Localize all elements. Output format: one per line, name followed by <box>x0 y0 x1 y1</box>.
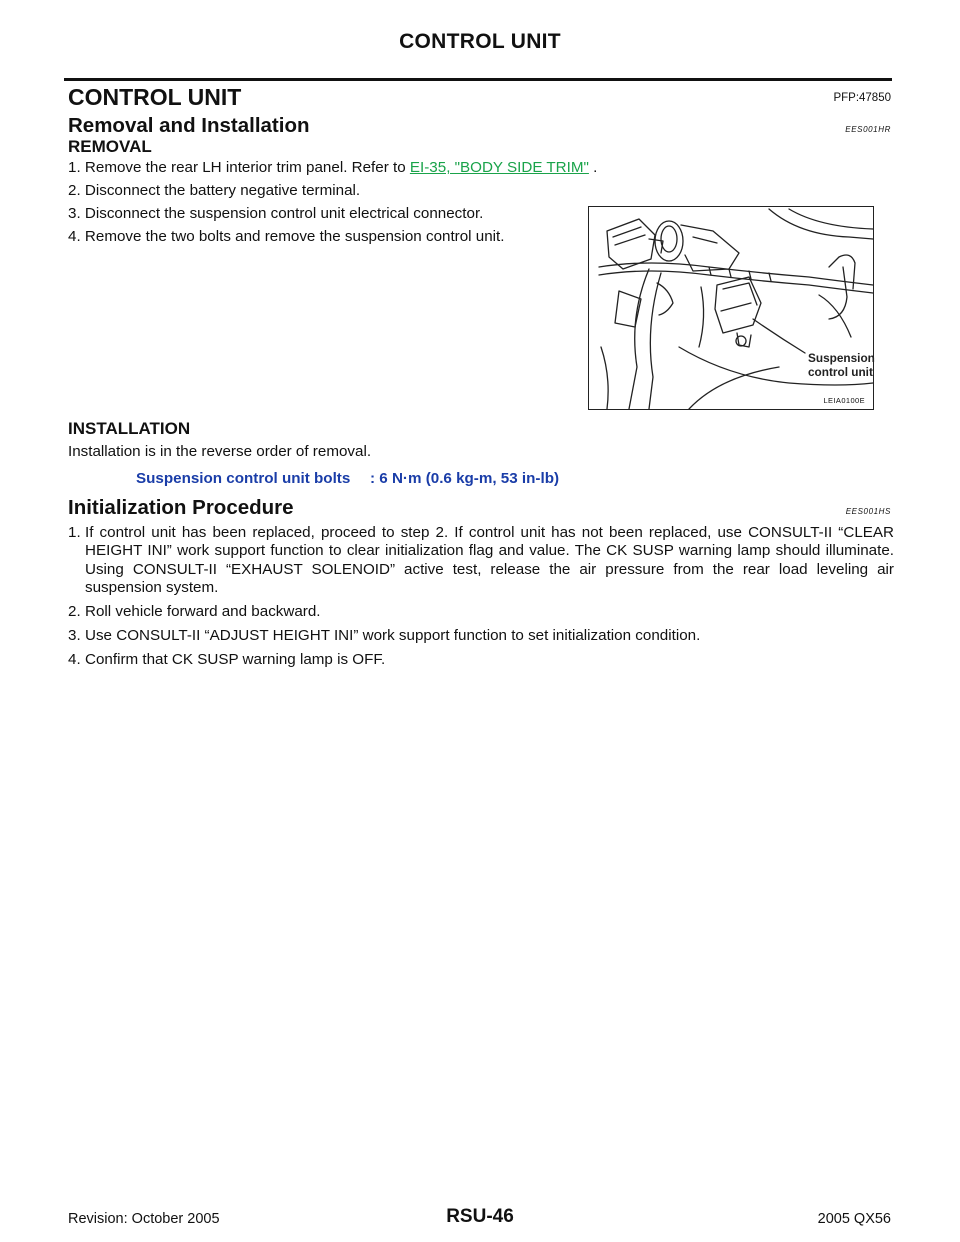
step-number: 2. <box>68 182 81 199</box>
step-number: 3. <box>68 627 81 644</box>
figure-label <box>808 351 875 379</box>
step-number: 3. <box>68 205 81 222</box>
initialization-title: Initialization Procedure <box>68 496 294 519</box>
removal-heading: REMOVAL <box>68 137 152 156</box>
removal-installation-code: EES001HR <box>845 125 891 134</box>
step-number: 2. <box>68 603 81 620</box>
header-divider <box>64 78 892 81</box>
installation-text: Installation is in the reverse order of removal. <box>68 443 372 460</box>
init-step-2 <box>68 603 894 621</box>
step-text: Disconnect the battery negative terminal. <box>84 182 361 199</box>
step-text: If control unit has been replaced, proceed to step 2. If control unit has not been replaced, use CONSULT-II “CLEAR HEIGHT INI” work support function to clear initialization flag and value. The CK SUSP warning lamp should illuminate. Using CONSULT-II “EXHAUST SOLENOID” active test, release the air pressure from the rear load leveling air suspension system. <box>85 524 894 597</box>
removal-step-3 <box>68 205 483 223</box>
step-text: Use CONSULT-II “ADJUST HEIGHT INI” work support function to set initialization condition. <box>85 627 701 644</box>
removal-step-1 <box>68 159 597 177</box>
footer-revision: Revision: October 2005 <box>68 1211 220 1227</box>
init-step-3 <box>68 627 894 645</box>
spec-label: Suspension control unit bolts <box>136 470 351 487</box>
spec-value: : 6 N·m (0.6 kg-m, 53 in-lb) <box>370 470 560 487</box>
removal-step-4 <box>68 228 504 246</box>
step-text: Remove the two bolts and remove the suspension control unit. <box>84 228 505 245</box>
section-title: CONTROL UNIT <box>68 84 242 110</box>
initialization-code: EES001HS <box>845 507 891 516</box>
figure-label-line1: Suspension <box>808 351 875 365</box>
page-header-title: CONTROL UNIT <box>399 30 561 53</box>
step-text: Remove the rear LH interior trim panel. Refer to <box>84 159 410 176</box>
step-text-after: . <box>588 159 598 176</box>
figure-code: LEIA0100E <box>823 396 865 405</box>
step-number: 4. <box>68 228 81 245</box>
removal-installation-title: Removal and Installation <box>68 114 310 137</box>
step-text: Confirm that CK SUSP warning lamp is OFF. <box>85 651 386 668</box>
figure-label-line2: control unit <box>808 365 873 379</box>
step-number: 1. <box>68 524 81 541</box>
removal-step-2 <box>68 182 360 200</box>
step-text: Disconnect the suspension control unit electrical connector. <box>84 205 484 222</box>
footer-page-number: RSU-46 <box>446 1206 514 1227</box>
footer-model: 2005 QX56 <box>817 1211 891 1227</box>
step-number: 1. <box>68 159 81 176</box>
step-number: 4. <box>68 651 81 668</box>
suspension-control-unit-figure <box>588 206 874 410</box>
step-text: Roll vehicle forward and backward. <box>85 603 321 620</box>
init-step-4 <box>68 651 894 669</box>
body-side-trim-link[interactable]: EI-35, "BODY SIDE TRIM" <box>409 159 589 176</box>
init-step-1 <box>68 524 894 598</box>
pfp-code: PFP:47850 <box>833 92 891 104</box>
installation-heading: INSTALLATION <box>68 419 191 438</box>
